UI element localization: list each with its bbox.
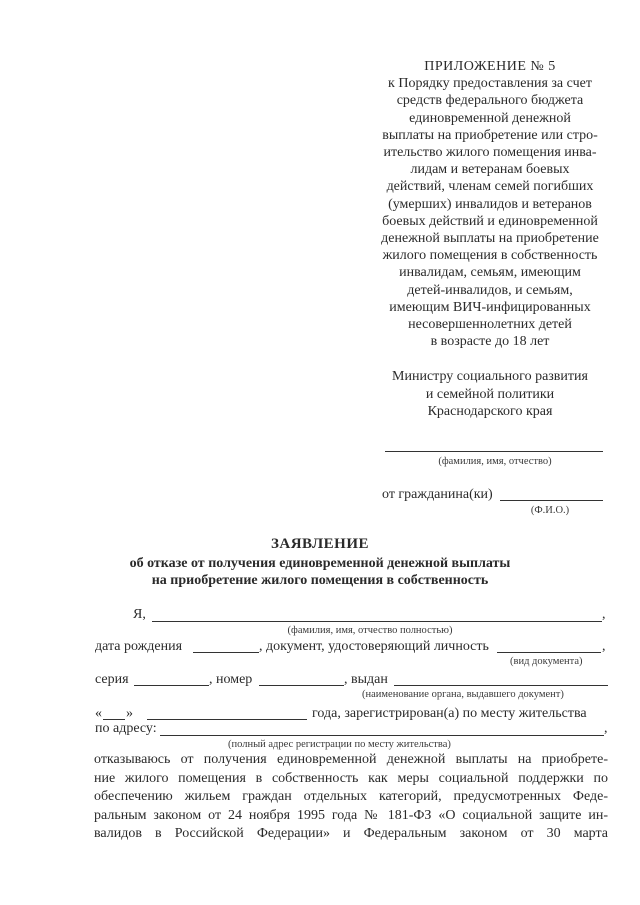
date-close: » — [126, 706, 133, 721]
issued-label: , выдан — [344, 672, 388, 687]
appendix-title: ПРИЛОЖЕНИЕ № 5 — [424, 59, 556, 74]
appendix-line: средств федерального бюджета — [396, 93, 584, 109]
name-field-line[interactable] — [385, 451, 603, 452]
address-label: по адресу: — [95, 721, 157, 736]
document-subtitle-1: об отказе от получения единовременной денежной выплаты — [129, 556, 511, 571]
appendix-line: детей-инвалидов, и семьям, — [407, 282, 573, 298]
date-open: « — [95, 706, 102, 721]
addressee-line: и семейной политики — [425, 386, 555, 402]
appendix-line: имеющим ВИЧ-инфицированных — [389, 299, 591, 315]
appendix-line: жилого помещения в собственность — [382, 248, 598, 264]
full-name-caption: (фамилия, имя, отчество полностью) — [287, 625, 453, 636]
appendix-line: действий, членам семей погибших — [386, 179, 594, 195]
full-name-field[interactable] — [152, 621, 602, 622]
from-field-line[interactable] — [500, 500, 603, 501]
appendix-line: боевых действий и единовременной — [382, 213, 598, 229]
registered-label: года, зарегистрирован(а) по месту жительства — [312, 706, 587, 721]
appendix-line: денежной выплаты на приобретение — [381, 231, 599, 247]
body-line: ние жилого помещения в собственность как меры социальной поддержки по — [94, 770, 608, 786]
issued-by-field[interactable] — [394, 685, 608, 686]
body-line: ральным законом от 24 ноября 1995 года № 181-ФЗ «О социальной защите ин- — [94, 807, 608, 823]
doc-label: , документ, удостоверяющий личность — [259, 639, 489, 654]
series-field[interactable] — [134, 685, 209, 686]
document-title: ЗАЯВЛЕНИЕ — [270, 536, 370, 552]
appendix-line: выплаты на приобретение или стро- — [382, 127, 598, 143]
number-label: , номер — [209, 672, 253, 687]
birth-date-field[interactable] — [193, 652, 259, 653]
appendix-line: в возрасте до 18 лет — [430, 334, 550, 350]
appendix-line: ительство жилого помещения инва- — [383, 145, 597, 161]
month-year-field[interactable] — [147, 719, 307, 720]
number-field[interactable] — [259, 685, 344, 686]
appendix-line: единовременной денежной — [409, 110, 571, 126]
addressee-line: Краснодарского края — [427, 404, 553, 419]
document-type-field[interactable] — [497, 652, 601, 653]
body-paragraph — [94, 751, 608, 844]
from-label: от гражданина(ки) — [382, 487, 493, 502]
doc-caption: (вид документа) — [510, 656, 583, 667]
series-label: серия — [95, 672, 129, 687]
fio-caption: (Ф.И.О.) — [530, 505, 570, 516]
appendix-line: (умерших) инвалидов и ветеранов — [388, 196, 592, 212]
appendix-block — [355, 58, 625, 350]
i-end: , — [602, 607, 606, 622]
appendix-line: несовершеннолетних детей — [408, 317, 572, 333]
addressee-line: Министру социального развития — [392, 369, 588, 384]
appendix-line: к Порядку предоставления за счет — [388, 76, 592, 92]
i-label: Я, — [133, 607, 146, 622]
address-end: , — [604, 721, 608, 736]
issued-caption: (наименование органа, выдавшего документ) — [362, 689, 564, 700]
addressee-block — [355, 368, 625, 421]
doc-end: , — [602, 639, 606, 654]
birth-label: дата рождения — [95, 639, 183, 654]
address-field[interactable] — [160, 735, 604, 736]
appendix-line: инвалидам, семьям, имеющим — [399, 265, 581, 281]
body-line: валидов в Российской Федерации» и Федеральным законом от 30 марта — [94, 826, 608, 842]
body-line: отказываюсь от получения единовременной денежной выплаты на приобрете- — [94, 752, 608, 767]
appendix-line: лидам и ветеранам боевых — [410, 162, 570, 178]
document-subtitle-2: на приобретение жилого помещения в собственность — [151, 573, 489, 588]
body-line: обеспечению жильем граждан отдельных категорий, предусмотренных Феде- — [94, 789, 608, 805]
day-field[interactable] — [103, 719, 125, 720]
name-caption: (фамилия, имя, отчество) — [438, 456, 552, 467]
address-caption: (полный адрес регистрации по месту жительства) — [228, 739, 451, 750]
